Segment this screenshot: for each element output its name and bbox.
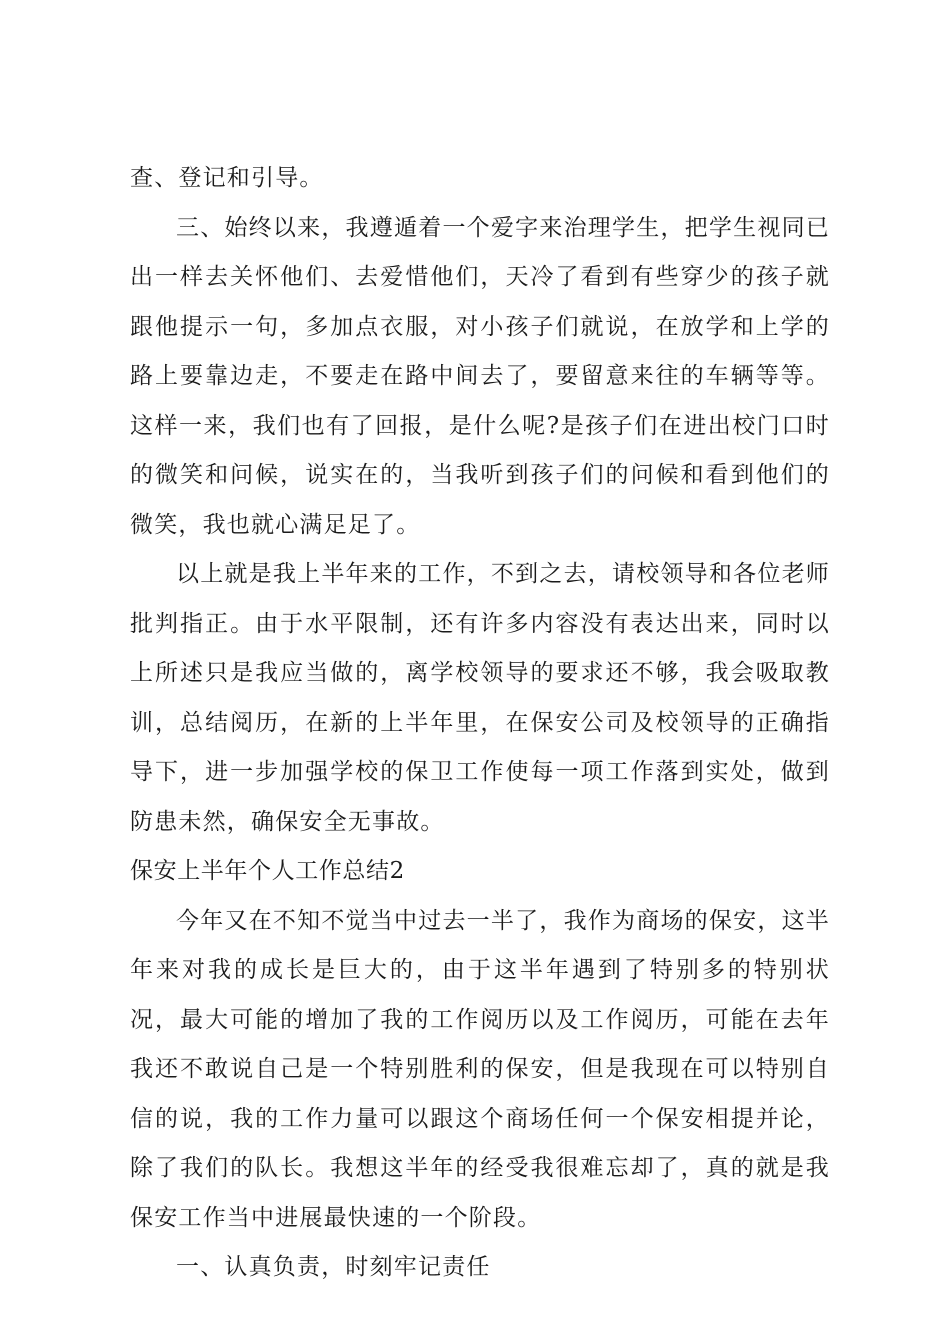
- section-heading: 保安上半年个人工作总结2: [130, 858, 405, 884]
- paragraph-continuation: 查、登记和引导。: [130, 165, 324, 191]
- paragraph-intro: 今年又在不知不觉当中过去一半了，我作为商场的保安，这半年来对我的成长是巨大的，由于这半年遇到了特别多的特别状况，最大可能的增加了我的工作阅历以及工作阅历，可能在去年我还不敢说自己是一个特别胜利的保安，但是我现在可以特别自信的说，我的工作力量可以跟这个商场任何一个保安相提并论，除了我们的队长。我想这半年的经受我很难忘却了，真的就是我保安工作当中进展最快速的一个阶段。: [130, 907, 830, 1231]
- paragraph-item-three: 三、始终以来，我遵遁着一个爱字来治理学生，把学生视同已出一样去关怀他们、去爱惜他们，天冷了看到有些穿少的孩子就跟他提示一句，多加点衣服，对小孩子们就说，在放学和上学的路上要靠边走，不要走在路中间去了，要留意来往的车辆等等。这样一来，我们也有了回报，是什么呢?是孩子们在进出校门口时的微笑和问候，说实在的，当我听到孩子们的问候和看到他们的微笑，我也就心满足足了。: [130, 214, 830, 538]
- document-body: [130, 154, 830, 1293]
- paragraph-closing: 以上就是我上半年来的工作，不到之去，请校领导和各位老师批判指正。由于水平限制，还有许多内容没有表达出来，同时以上所述只是我应当做的，离学校领导的要求还不够，我会吸取教训，总结阅历，在新的上半年里，在保安公司及校领导的正确指导下，进一步加强学校的保卫工作使每一项工作落到实处，做到防患未然，确保安全无事故。: [130, 561, 830, 835]
- subheading-item-one: 一、认真负责，时刻牢记责任: [176, 1254, 491, 1280]
